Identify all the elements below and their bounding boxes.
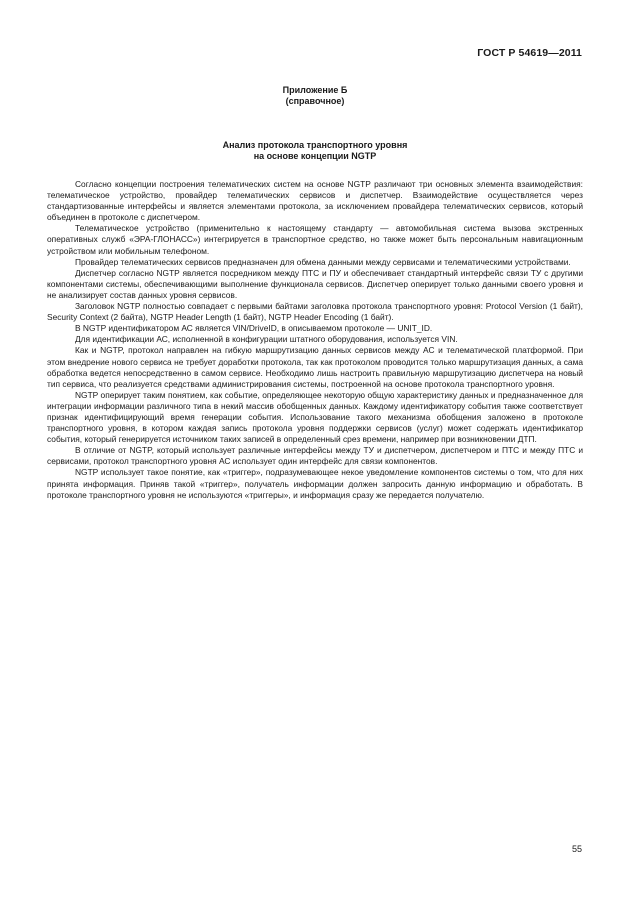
appendix-note: (справочное) (285, 96, 345, 106)
paragraph: NGTP использует такое понятие, как «триггер», подразумевающее некое уведомление компонентов системы о том, что для них принята информация. Приняв такой «триггер», получатель информации должен запросить данную информацию и обработать. В протоколе транспортного уровня не используются «триггеры», и информация сразу же передается получателю. (47, 467, 583, 500)
appendix-label: Приложение Б (282, 85, 348, 95)
appendix-heading (0, 85, 630, 107)
body-text (47, 179, 583, 501)
section-title (0, 140, 630, 162)
paragraph: В отличие от NGTP, который использует различные интерфейсы между ТУ и диспетчером, диспетчером и ПТС и между ПТС и сервисами, протокол транспортного уровня АС использует один интерфейс для связи компонентов. (47, 445, 583, 467)
paragraph: Согласно концепции построения телематических систем на основе NGTP различают три основных элемента взаимодействия: телематическое устройство, провайдер телематических сервисов и диспетчер. Взаимодействие осуществляется через стандартизованные интерфейсы и является элементами протокола, за исключением провайдера телематических сервисов, который объединен в протоколе с диспетчером. (47, 179, 583, 223)
title-line-1: Анализ протокола транспортного уровня (222, 140, 408, 150)
paragraph: Диспетчер согласно NGTP является посредником между ПТС и ПУ и обеспечивает стандартный интерфейс связи ТУ с другими компонентами системы, обеспечивающими выполнение функционала сервисов. Диспетчер оперирует только данными своего уровня и не анализирует состав данных уровня сервисов. (47, 267, 583, 300)
paragraph: Для идентификации АС, исполненной в конфигурации штатного оборудования, используется VIN. (75, 334, 458, 345)
paragraph: Провайдер телематических сервисов предназначен для обмена данными между сервисами и телематическими устройствами. (75, 256, 571, 267)
paragraph: Как и NGTP, протокол направлен на гибкую маршрутизацию данных сервисов между АС и телематической платформой. При этом внедрение нового сервиса не требует доработки протокола, так как протоколом проводится только маршрутизация данных, а сама обработка ведется непосредственно в самом сервисе. Необходимо лишь настроить правильную маршрутизацию диспетчера на новый тип сервиса, что реализуется средствами администрирования системы, построенной на основе протокола транспортного уровня. (47, 345, 583, 389)
title-line-2: на основе концепции NGTP (253, 151, 377, 161)
paragraph: Телематическое устройство (применительно к настоящему стандарту — автомобильная система вызова экстренных оперативных служб «ЭРА-ГЛОНАСС») интегрируется в транспортное средство, но также может быть персональным навигационным устройством или мобильным телефоном. (47, 223, 583, 256)
paragraph: В NGTP идентификатором АС является VIN/DriveID, в описываемом протоколе — UNIT_ID. (75, 323, 433, 334)
paragraph: Заголовок NGTP полностью совпадает с первыми байтами заголовка протокола транспортного уровня: Protocol Version (1 байт), Security Context (2 байта), NGTP Header Length (1 байт), NGTP Header Encoding (1 байт). (47, 301, 583, 323)
standard-code: ГОСТ Р 54619—2011 (477, 47, 582, 59)
paragraph: NGTP оперирует таким понятием, как событие, определяющее некоторую общую характеристику данных и предназначенное для интеграции информации различного типа в некий массив обобщенных данных. Каждому идентификатору события также соответствует признак идентифицирующий время генерации события. Использование такого механизма обобщения заложено в протоколе транспортного уровня, в котором каждая запись протокола уровня поддержки сервисов (услуг) может содержать идентификатор события, который генерируется источником таких записей в определенный срез времени, например при возникновении ДТП. (47, 389, 583, 445)
page-number: 55 (571, 844, 582, 854)
